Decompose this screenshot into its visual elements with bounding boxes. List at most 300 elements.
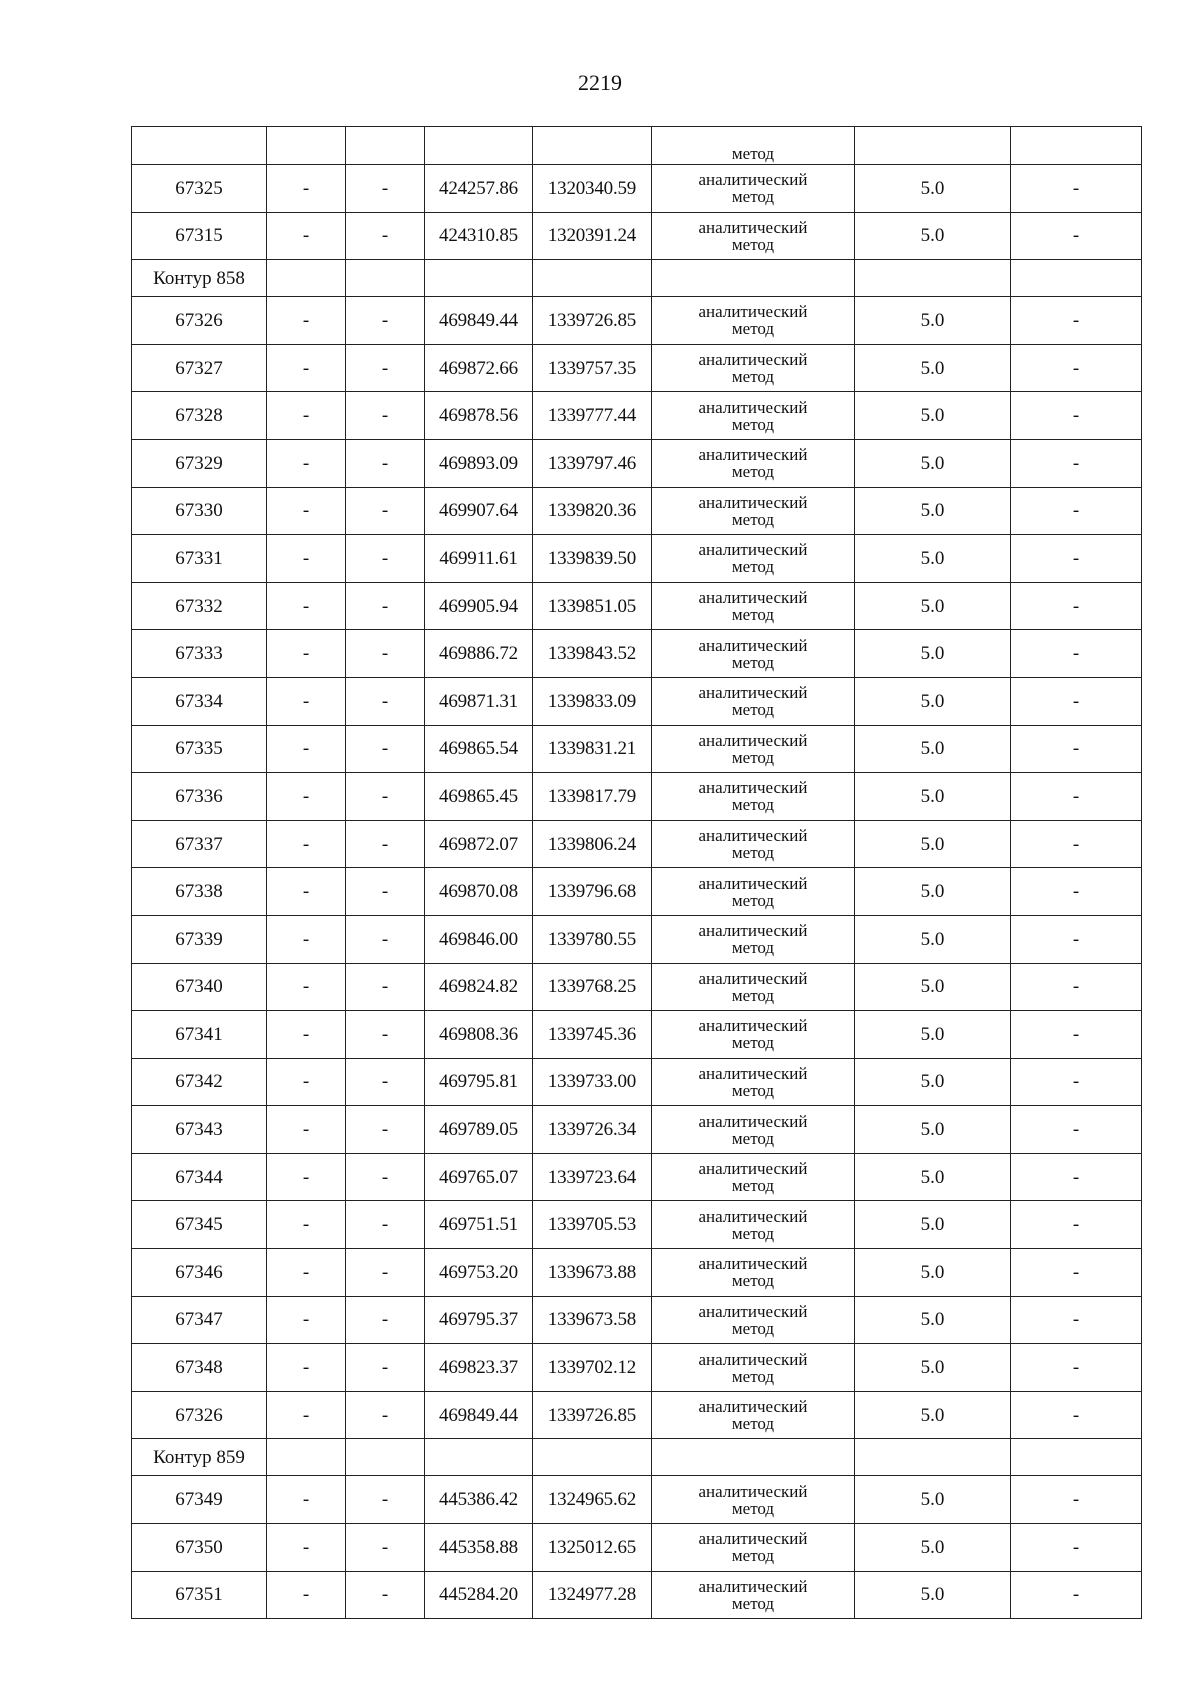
method-text: метод [731,187,775,207]
table-row [132,1524,1142,1572]
y-coordinate-cell: 1324965.62 [533,1476,652,1524]
dash-cell: - [267,820,346,868]
method-text: метод [731,1546,775,1566]
method-cell [652,487,855,535]
point-id-cell: 67337 [132,820,267,868]
x-coordinate-cell: 469795.37 [425,1296,533,1344]
dash-cell: - [1011,535,1142,583]
dash-cell: - [346,1344,425,1392]
point-id-cell: 67328 [132,392,267,440]
method-cell [652,212,855,260]
dash-cell: - [1011,1344,1142,1392]
method-cell [652,582,855,630]
method-text: аналитический [698,1397,808,1417]
dash-cell: - [1011,820,1142,868]
dash-cell: - [346,1296,425,1344]
dash-cell: - [1011,1571,1142,1619]
dash-cell: - [267,1476,346,1524]
y-coordinate-cell: 1339843.52 [533,630,652,678]
table-row [132,1571,1142,1619]
method-text: метод [731,367,775,387]
method-cell [652,1571,855,1619]
x-coordinate-cell: 469849.44 [425,297,533,345]
dash-cell: - [1011,487,1142,535]
dash-cell: - [267,392,346,440]
method-text: аналитический [698,635,808,655]
contour-label: Контур 859 [132,1439,267,1476]
method-cell [652,1296,855,1344]
dash-cell: - [346,392,425,440]
accuracy-cell: 5.0 [855,582,1011,630]
point-id-cell: 67341 [132,1011,267,1059]
dash-cell: - [267,630,346,678]
contour-label: Контур 858 [132,260,267,297]
x-coordinate-cell: 469751.51 [425,1201,533,1249]
dash-cell: - [267,677,346,725]
dash-cell: - [346,439,425,487]
x-coordinate-cell: 469765.07 [425,1153,533,1201]
method-cell [652,1058,855,1106]
page-number: 2219 [578,70,622,95]
point-id-cell: 67335 [132,725,267,773]
point-id-cell: 67342 [132,1058,267,1106]
table-row [132,1296,1142,1344]
table-row [132,1344,1142,1392]
accuracy-cell: 5.0 [855,1058,1011,1106]
dash-cell: - [1011,344,1142,392]
accuracy-cell: 5.0 [855,1391,1011,1439]
method-cell [652,1249,855,1297]
table-row [132,582,1142,630]
dash-cell: - [267,344,346,392]
point-id-cell: 67343 [132,1106,267,1154]
dash-cell: - [1011,677,1142,725]
x-coordinate-cell: 469753.20 [425,1249,533,1297]
point-id-cell: 67347 [132,1296,267,1344]
dash-cell: - [346,1058,425,1106]
method-cell [652,915,855,963]
dash-cell: - [346,535,425,583]
x-coordinate-cell: 469872.66 [425,344,533,392]
point-id-cell: 67340 [132,963,267,1011]
dash-cell: - [346,165,425,213]
x-coordinate-cell: 469870.08 [425,868,533,916]
dash-cell: - [1011,1011,1142,1059]
y-coordinate-cell: 1339777.44 [533,392,652,440]
dash-cell: - [346,582,425,630]
y-coordinate-cell: 1339733.00 [533,1058,652,1106]
table-row [132,773,1142,821]
x-coordinate-cell: 469849.44 [425,1391,533,1439]
dash-cell: - [267,487,346,535]
coordinates-table-body [132,127,1142,1619]
method-cell [652,1524,855,1572]
dash-cell: - [346,915,425,963]
accuracy-cell: 5.0 [855,535,1011,583]
table-row [132,1391,1142,1439]
y-coordinate-cell: 1339726.34 [533,1106,652,1154]
x-coordinate-cell: 445284.20 [425,1571,533,1619]
dash-cell: - [346,1201,425,1249]
point-id-cell: 67315 [132,212,267,260]
method-text: метод [731,557,775,577]
accuracy-cell: 5.0 [855,392,1011,440]
dash-cell: - [346,725,425,773]
y-coordinate-cell: 1339796.68 [533,868,652,916]
accuracy-cell: 5.0 [855,915,1011,963]
x-coordinate-cell: 469871.31 [425,677,533,725]
dash-cell: - [267,1011,346,1059]
method-text: аналитический [698,350,808,370]
table-row [132,1201,1142,1249]
accuracy-cell: 5.0 [855,725,1011,773]
dash-cell: - [1011,773,1142,821]
method-text: метод [731,938,775,958]
point-id-cell: 67334 [132,677,267,725]
dash-cell: - [267,1249,346,1297]
method-cell [652,1391,855,1439]
accuracy-cell: 5.0 [855,1249,1011,1297]
point-id-cell: 67325 [132,165,267,213]
method-text: метод [731,1271,775,1291]
x-coordinate-cell: 445386.42 [425,1476,533,1524]
dash-cell: - [346,1571,425,1619]
dash-cell: - [346,677,425,725]
dash-cell: - [346,1249,425,1297]
dash-cell: - [1011,1201,1142,1249]
method-text: аналитический [698,968,808,988]
dash-cell: - [1011,582,1142,630]
dash-cell: - [1011,1476,1142,1524]
method-text: метод [731,652,775,672]
y-coordinate-cell: 1339673.88 [533,1249,652,1297]
dash-cell: - [267,582,346,630]
y-coordinate-cell: 1339705.53 [533,1201,652,1249]
method-text: аналитический [698,588,808,608]
dash-cell: - [1011,1249,1142,1297]
coordinates-table [131,126,1142,1619]
dash-cell: - [1011,1296,1142,1344]
method-text: метод [731,1593,775,1613]
y-coordinate-cell: 1339757.35 [533,344,652,392]
method-cell [652,1011,855,1059]
table-row [132,677,1142,725]
y-coordinate-cell: 1339673.58 [533,1296,652,1344]
method-text: метод [731,700,775,720]
method-text: аналитический [698,540,808,560]
dash-cell: - [267,725,346,773]
method-cell [652,725,855,773]
y-coordinate-cell: 1339806.24 [533,820,652,868]
x-coordinate-cell: 424257.86 [425,165,533,213]
table-row [132,535,1142,583]
method-text: метод [731,1128,775,1148]
method-cell [652,963,855,1011]
method-text: метод [731,747,775,767]
table-row [132,630,1142,678]
dash-cell: - [346,344,425,392]
x-coordinate-cell: 469824.82 [425,963,533,1011]
point-id-cell: 67350 [132,1524,267,1572]
method-text: аналитический [698,302,808,322]
table-row [132,963,1142,1011]
point-id-cell: 67345 [132,1201,267,1249]
dash-cell: - [1011,297,1142,345]
x-coordinate-cell: 469911.61 [425,535,533,583]
table-row [132,344,1142,392]
accuracy-cell: 5.0 [855,868,1011,916]
method-text: аналитический [698,873,808,893]
contour-header-row [132,1439,1142,1476]
method-cell [652,1106,855,1154]
method-cell [652,868,855,916]
method-text: аналитический [698,921,808,941]
method-cell [652,1344,855,1392]
y-coordinate-cell: 1339833.09 [533,677,652,725]
method-text: аналитический [698,730,808,750]
dash-cell: - [1011,963,1142,1011]
dash-cell: - [267,1524,346,1572]
y-coordinate-cell: 1339831.21 [533,725,652,773]
accuracy-cell: 5.0 [855,963,1011,1011]
y-coordinate-cell: 1339702.12 [533,1344,652,1392]
x-coordinate-cell: 469808.36 [425,1011,533,1059]
x-coordinate-cell: 469886.72 [425,630,533,678]
method-text: метод [731,1223,775,1243]
method-text: метод [731,1414,775,1434]
x-coordinate-cell: 469865.54 [425,725,533,773]
y-coordinate-cell: 1339780.55 [533,915,652,963]
table-row [132,212,1142,260]
dash-cell: - [346,487,425,535]
dash-cell: - [346,297,425,345]
dash-cell: - [346,1011,425,1059]
dash-cell: - [346,1524,425,1572]
dash-cell: - [1011,1524,1142,1572]
table-row [132,1106,1142,1154]
method-cell [652,439,855,487]
x-coordinate-cell: 469907.64 [425,487,533,535]
method-text: метод [731,795,775,815]
accuracy-cell: 5.0 [855,1153,1011,1201]
dash-cell: - [346,773,425,821]
dash-cell: - [346,1106,425,1154]
method-cell [652,165,855,213]
method-text: аналитический [698,1016,808,1036]
method-cell [652,344,855,392]
method-text: аналитический [698,1159,808,1179]
method-text: аналитический [698,397,808,417]
dash-cell: - [346,630,425,678]
dash-cell: - [1011,1106,1142,1154]
method-text: аналитический [698,1111,808,1131]
dash-cell: - [267,1296,346,1344]
method-text: метод [731,1366,775,1386]
method-text: аналитический [698,826,808,846]
method-text: аналитический [698,1063,808,1083]
method-text: метод [731,1080,775,1100]
dash-cell: - [1011,1391,1142,1439]
accuracy-cell: 5.0 [855,439,1011,487]
method-cell [652,392,855,440]
y-coordinate-cell: 1339797.46 [533,439,652,487]
accuracy-cell: 5.0 [855,1011,1011,1059]
dash-cell: - [267,212,346,260]
method-text: метод [731,605,775,625]
y-coordinate-cell: 1339839.50 [533,535,652,583]
dash-cell: - [267,535,346,583]
dash-cell: - [1011,868,1142,916]
dash-cell: - [346,868,425,916]
method-cell [652,1153,855,1201]
x-coordinate-cell: 469872.07 [425,820,533,868]
point-id-cell: 67349 [132,1476,267,1524]
method-cell [652,535,855,583]
dash-cell: - [1011,392,1142,440]
accuracy-cell: 5.0 [855,1344,1011,1392]
y-coordinate-cell: 1324977.28 [533,1571,652,1619]
dash-cell: - [346,212,425,260]
y-coordinate-cell: 1320391.24 [533,212,652,260]
dash-cell: - [267,1106,346,1154]
table-row [132,1249,1142,1297]
x-coordinate-cell: 469846.00 [425,915,533,963]
dash-cell: - [346,1391,425,1439]
table-row [132,915,1142,963]
dash-cell: - [267,1571,346,1619]
accuracy-cell: 5.0 [855,487,1011,535]
continued-row [132,127,1142,165]
y-coordinate-cell: 1339817.79 [533,773,652,821]
contour-header-row [132,260,1142,297]
x-coordinate-cell: 469789.05 [425,1106,533,1154]
x-coordinate-cell: 424310.85 [425,212,533,260]
point-id-cell: 67331 [132,535,267,583]
point-id-cell: 67330 [132,487,267,535]
method-text: метод [731,319,775,339]
table-row [132,725,1142,773]
dash-cell: - [267,1153,346,1201]
point-id-cell: 67329 [132,439,267,487]
y-coordinate-cell: 1339723.64 [533,1153,652,1201]
dash-cell: - [267,439,346,487]
method-text: аналитический [698,1481,808,1501]
y-coordinate-cell: 1339851.05 [533,582,652,630]
method-cell [652,1201,855,1249]
y-coordinate-cell: 1339768.25 [533,963,652,1011]
dash-cell: - [267,1391,346,1439]
table-row [132,868,1142,916]
dash-cell: - [267,297,346,345]
table-row [132,820,1142,868]
accuracy-cell: 5.0 [855,1476,1011,1524]
x-coordinate-cell: 469795.81 [425,1058,533,1106]
accuracy-cell: 5.0 [855,344,1011,392]
method-text: аналитический [698,445,808,465]
point-id-cell: 67336 [132,773,267,821]
dash-cell: - [1011,165,1142,213]
method-text: метод [731,1318,775,1338]
point-id-cell: 67339 [132,915,267,963]
method-cell [652,1476,855,1524]
method-cell [652,820,855,868]
method-text: аналитический [698,778,808,798]
method-text: аналитический [698,170,808,190]
dash-cell: - [267,963,346,1011]
dash-cell: - [267,1058,346,1106]
point-id-cell: 67351 [132,1571,267,1619]
y-coordinate-cell: 1339726.85 [533,297,652,345]
accuracy-cell: 5.0 [855,297,1011,345]
table-row [132,439,1142,487]
dash-cell: - [1011,915,1142,963]
method-text: метод [731,462,775,482]
table-row [132,297,1142,345]
dash-cell: - [346,1476,425,1524]
dash-cell: - [267,165,346,213]
method-text: аналитический [698,1529,808,1549]
table-row [132,1153,1142,1201]
dash-cell: - [267,1344,346,1392]
accuracy-cell: 5.0 [855,630,1011,678]
table-row [132,487,1142,535]
method-text: аналитический [698,1301,808,1321]
point-id-cell: 67344 [132,1153,267,1201]
method-text: метод [731,1033,775,1053]
x-coordinate-cell: 469893.09 [425,439,533,487]
method-text: метод [731,1176,775,1196]
method-text: аналитический [698,1254,808,1274]
dash-cell: - [1011,1058,1142,1106]
point-id-cell: 67338 [132,868,267,916]
method-text: метод [731,234,775,254]
dash-cell: - [346,963,425,1011]
point-id-cell: 67348 [132,1344,267,1392]
x-coordinate-cell: 469823.37 [425,1344,533,1392]
method-text: метод [731,890,775,910]
point-id-cell: 67327 [132,344,267,392]
x-coordinate-cell: 469878.56 [425,392,533,440]
accuracy-cell: 5.0 [855,1106,1011,1154]
point-id-cell: 67346 [132,1249,267,1297]
method-cell [652,630,855,678]
point-id-cell: 67326 [132,1391,267,1439]
y-coordinate-cell: 1325012.65 [533,1524,652,1572]
dash-cell: - [1011,212,1142,260]
method-tail: метод [652,127,855,165]
y-coordinate-cell: 1339726.85 [533,1391,652,1439]
accuracy-cell: 5.0 [855,677,1011,725]
dash-cell: - [1011,725,1142,773]
method-text: аналитический [698,217,808,237]
table-row [132,1011,1142,1059]
method-text: метод [731,414,775,434]
accuracy-cell: 5.0 [855,1524,1011,1572]
method-text: метод [731,1498,775,1518]
x-coordinate-cell: 469905.94 [425,582,533,630]
table-row [132,1476,1142,1524]
method-cell [652,677,855,725]
method-text: метод [731,985,775,1005]
method-text: аналитический [698,683,808,703]
point-id-cell: 67332 [132,582,267,630]
method-text: метод [731,843,775,863]
y-coordinate-cell: 1339820.36 [533,487,652,535]
dash-cell: - [267,773,346,821]
accuracy-cell: 5.0 [855,165,1011,213]
accuracy-cell: 5.0 [855,820,1011,868]
method-text: аналитический [698,492,808,512]
